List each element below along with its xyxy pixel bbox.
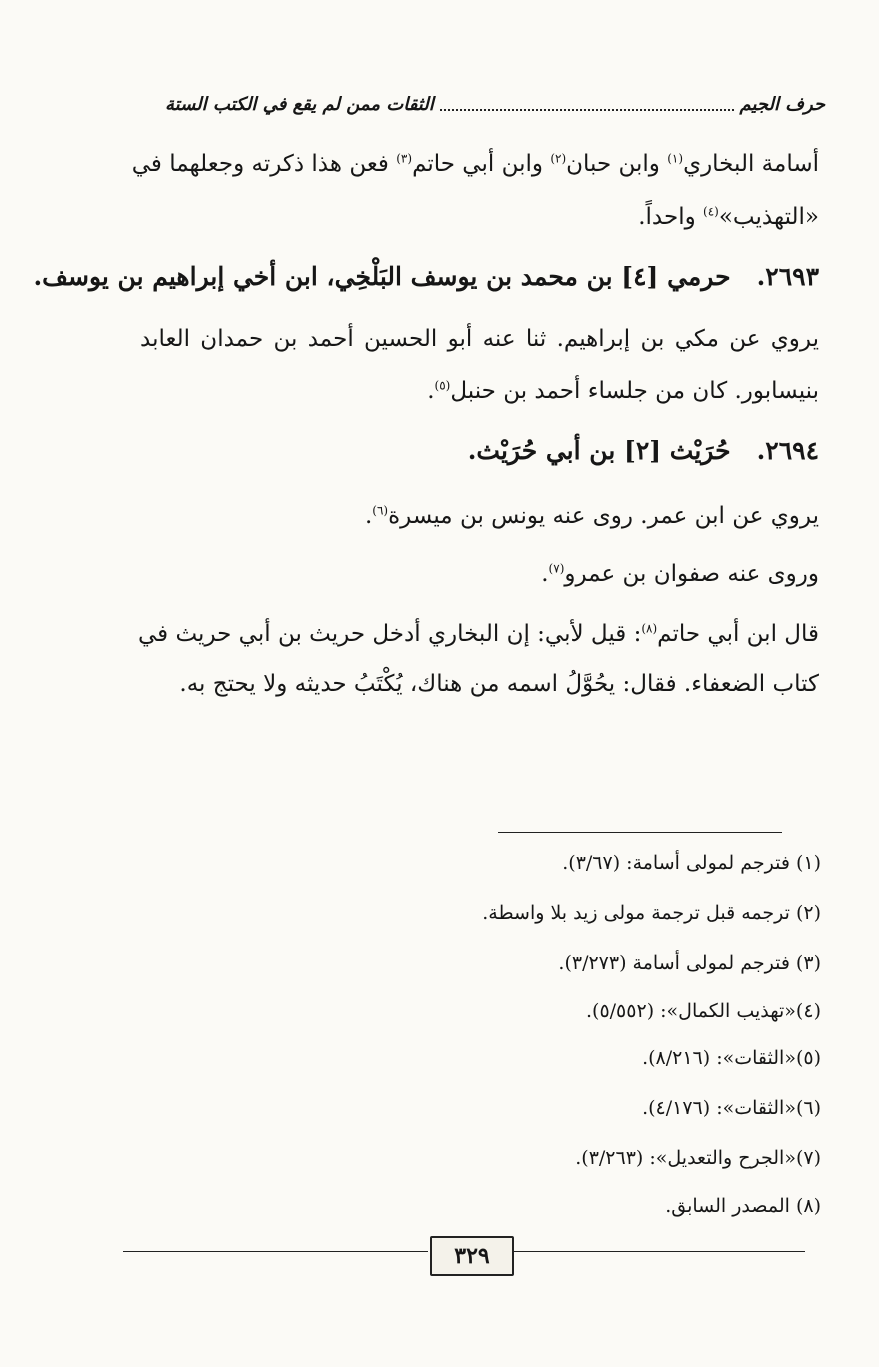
footnote-ref[interactable]: (٤): [703, 204, 719, 219]
footer-rule-left: [123, 1251, 428, 1252]
footnote-ref[interactable]: (٣): [396, 151, 413, 166]
footnote: (٦)«الثقات»: (٤/١٧٦).: [642, 1097, 821, 1119]
footnote-ref[interactable]: (٦): [372, 503, 389, 518]
footnote: (٣) فترجم لمولى أسامة (٣/٢٧٣).: [558, 952, 821, 974]
paragraph-line: يروي عن مكي بن إبراهيم. ثنا عنه أبو الحسين أحمد بن حمدان العابد: [140, 326, 819, 352]
entry-name: حرمي [٤] بن محمد بن يوسف البَلْخِي، ابن أخي إبراهيم بن يوسف.: [33, 262, 731, 291]
paragraph-line: قال ابن أبي حاتم$^{(٨)}$: قيل لأبي: إن البخاري أدخل حريث بن أبي حريث في: [138, 621, 819, 647]
footnote-ref[interactable]: (١): [667, 151, 684, 166]
running-header: [165, 88, 825, 120]
header-book-title: الثقات ممن لم يقع في الكتب الستة: [165, 93, 434, 115]
footnote-separator: [498, 832, 782, 833]
footnote-ref[interactable]: (٢): [550, 151, 567, 166]
page-number: ٣٢٩: [430, 1236, 514, 1276]
paragraph-line: وروى عنه صفوان بن عمرو$^{(٧)}$.: [541, 561, 819, 587]
paragraph-line: أسامة البخاري$^{(١)}$ وابن حبان$^{(٢)}$ وابن أبي حاتم$^{(٣)}$ فعن هذا ذكرته وجعلهما في: [131, 151, 819, 177]
header-dots: [440, 109, 734, 111]
paragraph-line: بنيسابور. كان من جلساء أحمد بن حنبل$^{(٥)}$.: [427, 378, 819, 404]
paragraph-line: «التهذيب»$^{(٤)}$ واحداً.: [638, 204, 819, 230]
entry-number: ٢٦٩٤.: [756, 436, 819, 465]
paragraph-line: يروي عن ابن عمر. روى عنه يونس بن ميسرة$^{(٦)}$.: [364, 503, 819, 529]
footnote: (٧)«الجرح والتعديل»: (٣/٢٦٣).: [575, 1147, 821, 1169]
paragraph-line: كتاب الضعفاء. فقال: يحُوَّلُ اسمه من هناك، يُكْتَبُ حديثه ولا يحتج به.: [179, 671, 819, 697]
entry-name: حُرَيْث [٢] بن أبي حُرَيْث.: [467, 436, 731, 465]
footer-rule-right: [512, 1251, 805, 1252]
footnote: (١) فترجم لمولى أسامة: (٣/٦٧).: [562, 852, 821, 874]
entry-heading: [33, 262, 819, 291]
entry-number: ٢٦٩٣.: [756, 262, 819, 291]
footnote-ref[interactable]: (٥): [434, 378, 451, 393]
footnote: (٨) المصدر السابق.: [665, 1195, 821, 1217]
entry-heading: [140, 436, 819, 465]
header-chapter: حرف الجيم: [739, 93, 825, 115]
footnote: (٤)«تهذيب الكمال»: (٥/٥٥٢).: [586, 1000, 821, 1022]
footnote: (٢) ترجمه قبل ترجمة مولى زيد بلا واسطة.: [482, 902, 821, 924]
footnote: (٥)«الثقات»: (٨/٢١٦).: [642, 1047, 821, 1069]
footnote-ref[interactable]: (٧): [548, 561, 565, 576]
footnote-ref[interactable]: (٨): [641, 621, 658, 636]
